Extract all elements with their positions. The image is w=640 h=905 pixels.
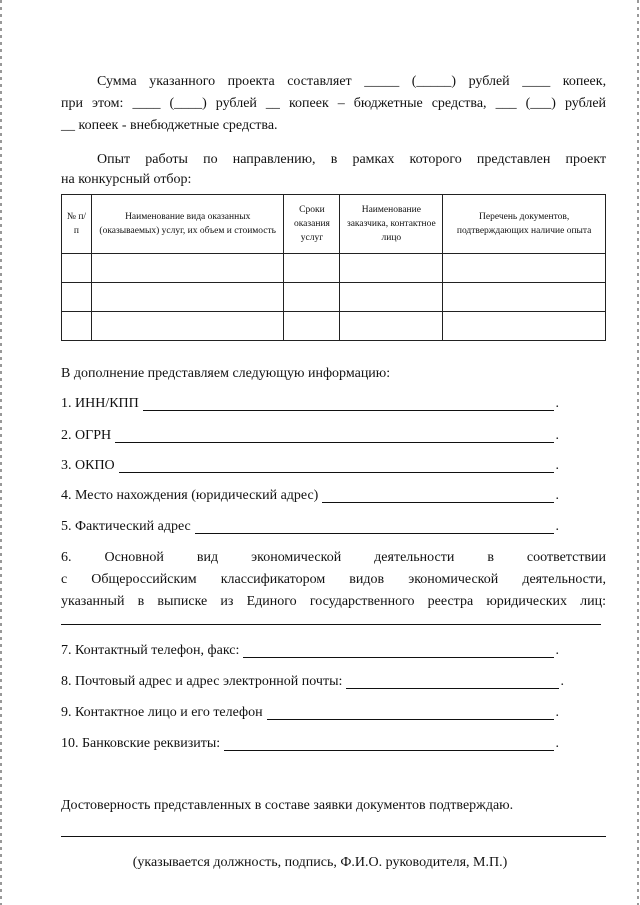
table-cell[interactable] (284, 283, 340, 312)
signature-caption: (указывается должность, подпись, Ф.И.О. руководителя, М.П.) (132, 855, 508, 870)
field-label: 7. Контактный телефон, факс: (61, 643, 240, 658)
item6-fill-line[interactable] (61, 624, 601, 625)
table-cell[interactable] (340, 312, 443, 341)
item6-line-2: с Общероссийским классификатором видов экономической деятельности, (61, 572, 606, 587)
field-label: 5. Фактический адрес (61, 519, 191, 534)
left-scan-edge (0, 0, 2, 905)
fill-line[interactable] (119, 458, 554, 473)
item6-line-3: указанный в выписке из Единого государственного реестра юридических лиц: (61, 594, 607, 609)
fill-line[interactable] (115, 428, 553, 443)
field-label: 4. Место нахождения (юридический адрес) (61, 488, 319, 503)
field-ogrn[interactable]: 2. ОГРН . (61, 426, 559, 446)
fill-line[interactable] (195, 519, 554, 534)
field-postal-email[interactable]: 8. Почтовый адрес и адрес электронной почты: . (61, 672, 564, 692)
field-label: 9. Контактное лицо и его телефон (61, 705, 263, 720)
field-actual-address[interactable]: 5. Фактический адрес . (61, 517, 559, 537)
field-legal-address[interactable]: 4. Место нахождения (юридический адрес) . (61, 486, 559, 506)
header-documents: Перечень документов, подтверждающих наличие опыта (443, 195, 606, 254)
sum-line-1: Сумма указанного проекта составляет _____ (_____) рублей ____ копеек, (97, 74, 607, 89)
table-cell[interactable] (443, 254, 606, 283)
item6-line-1: 6. Основной вид экономической деятельности в соответствии (61, 550, 607, 565)
fill-line[interactable] (243, 643, 553, 658)
field-inn-kpp[interactable]: 1. ИНН/КПП . (61, 394, 559, 414)
sum-line-3: __ копеек - внебюджетные средства. (61, 118, 278, 133)
field-label: 3. ОКПО (61, 458, 115, 473)
table-cell[interactable] (62, 312, 92, 341)
confirmation-text: Достоверность представленных в составе заявки документов подтверждаю. (61, 798, 514, 813)
header-terms: Сроки оказания услуг (284, 195, 340, 254)
table-cell[interactable] (340, 254, 443, 283)
field-phone-fax[interactable]: 7. Контактный телефон, факс: . (61, 641, 559, 661)
table-cell[interactable] (91, 283, 284, 312)
header-number: № п/п (62, 195, 92, 254)
experience-line-2: на конкурсный отбор: (61, 172, 192, 187)
fill-line[interactable] (267, 705, 554, 720)
experience-line-1: Опыт работы по направлению, в рамках которого представлен проект (97, 152, 607, 167)
header-customer: Наименование заказчика, контактное лицо (340, 195, 443, 254)
experience-table (61, 194, 606, 341)
table-cell[interactable] (443, 283, 606, 312)
field-bank-details[interactable]: 10. Банковские реквизиты: . (61, 734, 559, 754)
header-service: Наименование вида оказанных (оказываемых) услуг, их объем и стоимость (91, 195, 284, 254)
fill-line[interactable] (224, 736, 553, 751)
table-header-row (62, 195, 606, 254)
field-contact-person[interactable]: 9. Контактное лицо и его телефон . (61, 703, 559, 723)
table-cell[interactable] (62, 283, 92, 312)
table-row (62, 283, 606, 312)
field-okpo[interactable]: 3. ОКПО . (61, 456, 559, 476)
fill-line[interactable] (143, 396, 554, 411)
table-row (62, 254, 606, 283)
field-label: 10. Банковские реквизиты: (61, 736, 221, 751)
sum-line-2: при этом: ____ (____) рублей __ копеек – бюджетные средства, ___ (___) рублей (61, 96, 607, 111)
signature-line[interactable] (61, 836, 606, 837)
fill-line[interactable] (346, 674, 558, 689)
table-cell[interactable] (340, 283, 443, 312)
table-row (62, 312, 606, 341)
field-label: 2. ОГРН (61, 428, 112, 443)
table-cell[interactable] (284, 312, 340, 341)
table-cell[interactable] (91, 312, 284, 341)
fill-line[interactable] (322, 488, 553, 503)
info-intro: В дополнение представляем следующую информацию: (61, 366, 391, 381)
right-scan-edge (637, 0, 639, 905)
field-label: 8. Почтовый адрес и адрес электронной почты: (61, 674, 343, 689)
table-cell[interactable] (91, 254, 284, 283)
table-cell[interactable] (284, 254, 340, 283)
table-cell[interactable] (62, 254, 92, 283)
field-label: 1. ИНН/КПП (61, 396, 139, 411)
table-cell[interactable] (443, 312, 606, 341)
